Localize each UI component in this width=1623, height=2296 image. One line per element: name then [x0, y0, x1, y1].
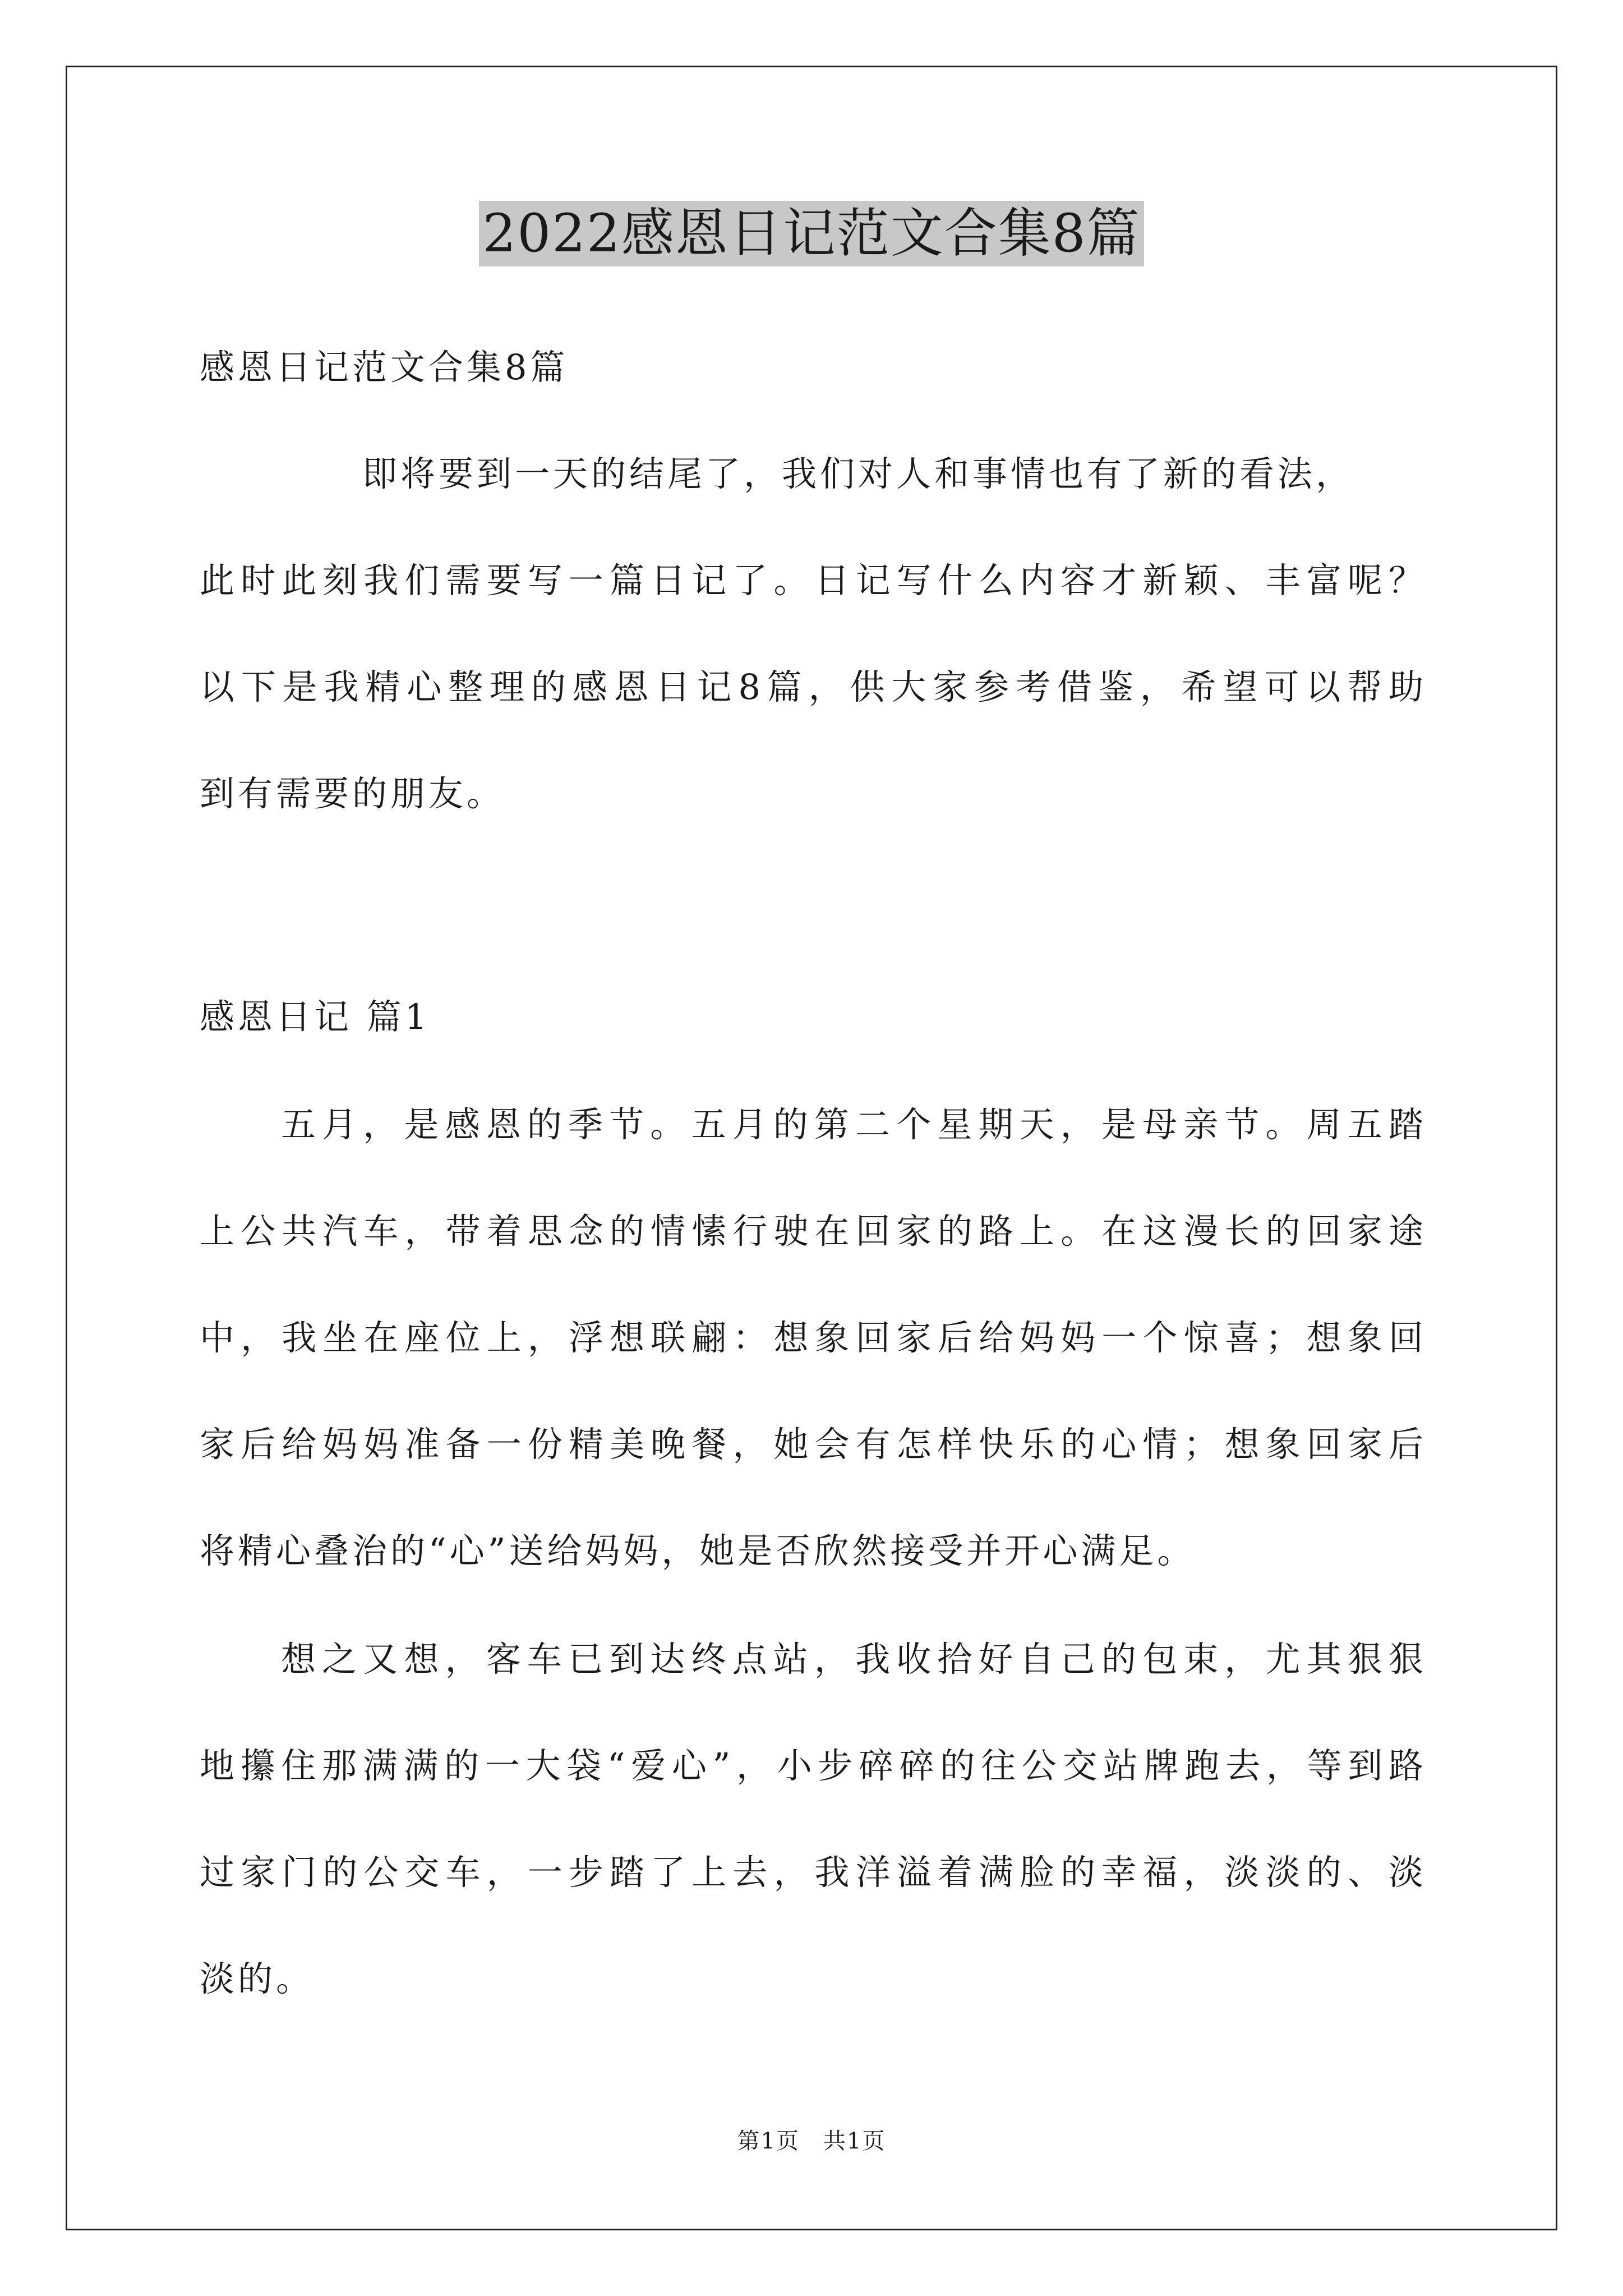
paragraph-line: 地攥住那满满的一大袋“爱心”，小步碎碎的往公交站牌跑去，等到路 — [200, 1745, 1427, 1786]
document-title-text: 2022感恩日记范文合集8篇 — [479, 201, 1144, 266]
section-heading: 感恩日记 篇1 — [200, 996, 431, 1037]
paragraph-line: 想之又想，客车已到达终点站，我收拾好自己的包束，尤其狠狠 — [281, 1639, 1427, 1680]
page-number: 第1页 共1页 — [737, 2128, 886, 2154]
paragraph-line: 将精心叠治的“心”送给妈妈，她是否欣然接受并开心满足。 — [200, 1530, 1196, 1571]
page-footer — [0, 2127, 1623, 2155]
intro-line: 以下是我精心整理的感恩日记8篇，供大家参考借鉴，希望可以帮助 — [200, 666, 1427, 707]
intro-line: 此时此刻我们需要写一篇日记了。日记写什么内容才新颖、丰富呢？ — [200, 560, 1427, 601]
paragraph-line: 淡的。 — [200, 1958, 315, 1999]
paragraph-line: 中，我坐在座位上，浮想联翩：想象回家后给妈妈一个惊喜；想象回 — [200, 1317, 1427, 1358]
paragraph-line: 家后给妈妈准备一份精美晚餐，她会有怎样快乐的心情；想象回家后 — [200, 1424, 1427, 1465]
paragraph-line: 五月，是感恩的季节。五月的第二个星期天，是母亲节。周五踏 — [281, 1104, 1427, 1145]
intro-line: 到有需要的朋友。 — [200, 773, 505, 814]
intro-line: 即将要到一天的结尾了，我们对人和事情也有了新的看法， — [362, 453, 1354, 494]
paragraph-line: 过家门的公交车，一步踏了上去，我洋溢着满脸的幸福，淡淡的、淡 — [200, 1852, 1427, 1893]
document-subtitle: 感恩日记范文合集8篇 — [200, 347, 569, 388]
document-title — [0, 197, 1623, 270]
page-border — [66, 66, 1557, 2230]
paragraph-line: 上公共汽车，带着思念的情愫行驶在回家的路上。在这漫长的回家途 — [200, 1211, 1427, 1251]
